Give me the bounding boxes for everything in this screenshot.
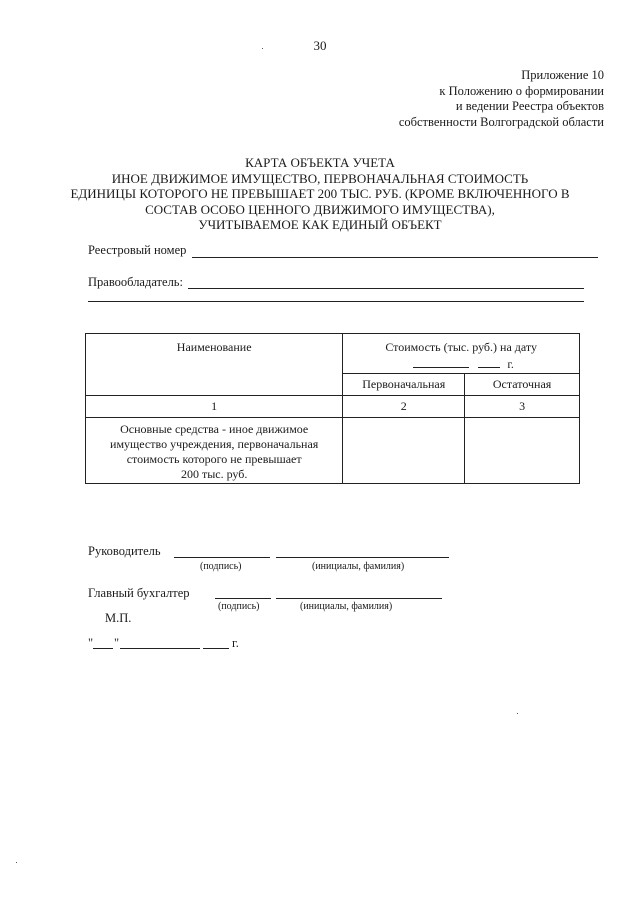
head-signature-line[interactable] bbox=[174, 557, 270, 558]
accountant-name-caption: (инициалы, фамилия) bbox=[300, 601, 393, 612]
row-name-line-3: стоимость которого не превышает bbox=[126, 452, 302, 466]
accountant-label: Главный бухгалтер bbox=[88, 586, 190, 600]
row-residual-cost-cell[interactable] bbox=[465, 418, 580, 484]
appendix-line-1: Приложение 10 bbox=[521, 68, 604, 82]
header-date-blank bbox=[343, 357, 579, 372]
registry-number-line[interactable] bbox=[192, 257, 598, 258]
appendix-line-3: и ведении Реестра объектов bbox=[455, 99, 604, 113]
scan-speck bbox=[262, 48, 263, 49]
date-month-line[interactable] bbox=[120, 648, 200, 649]
row-name-line-4: 200 тыс. руб. bbox=[180, 467, 248, 481]
title-line-3: ЕДИНИЦЫ КОТОРОГО НЕ ПРЕВЫШАЕТ 200 ТЫС. РУБ. (КРОМЕ ВКЛЮЧЕННОГО В bbox=[70, 186, 570, 201]
accountant-signature-line[interactable] bbox=[215, 598, 271, 599]
owner-line-continuation[interactable] bbox=[88, 301, 584, 302]
header-cost: Стоимость (тыс. руб.) на дату bbox=[385, 340, 537, 354]
head-label: Руководитель bbox=[88, 544, 161, 558]
scan-speck bbox=[517, 713, 518, 714]
row-name-cell bbox=[86, 418, 343, 484]
document-title bbox=[60, 155, 580, 233]
owner-line[interactable] bbox=[188, 288, 584, 289]
object-cost-table bbox=[85, 333, 580, 484]
stamp-place: М.П. bbox=[105, 611, 132, 625]
date-blank-year[interactable] bbox=[478, 357, 500, 368]
appendix-line-4: собственности Волгоградской области bbox=[398, 114, 604, 129]
subheader-residual: Остаточная bbox=[492, 377, 552, 391]
subheader-residual-cell bbox=[465, 374, 580, 396]
registry-number-label: Реестровый номер bbox=[88, 243, 187, 257]
page-number: 30 bbox=[313, 38, 327, 53]
header-cost-cell bbox=[343, 334, 580, 374]
appendix-line-2: к Положению о формировании bbox=[439, 83, 604, 98]
accountant-sign-caption: (подпись) bbox=[218, 601, 260, 612]
header-name: Наименование bbox=[176, 340, 252, 354]
accountant-name-line[interactable] bbox=[276, 598, 442, 599]
row-name-line-2: имущество учреждения, первоначальная bbox=[110, 437, 319, 451]
column-number-1: 1 bbox=[86, 396, 343, 418]
date-blank-day[interactable] bbox=[413, 357, 469, 368]
title-line-4: СОСТАВ ОСОБО ЦЕННОГО ДВИЖИМОГО ИМУЩЕСТВА), bbox=[145, 201, 495, 217]
column-number-3: 3 bbox=[465, 396, 580, 418]
title-line-1: КАРТА ОБЪЕКТА УЧЕТА bbox=[245, 155, 395, 170]
date-year-suffix: г. bbox=[232, 636, 239, 650]
date-quote-close: " bbox=[114, 636, 120, 650]
owner-label: Правообладатель: bbox=[88, 275, 183, 289]
title-line-5: УЧИТЫВАЕМОЕ КАК ЕДИНЫЙ ОБЪЕКТ bbox=[198, 217, 442, 232]
date-quote-open: " bbox=[88, 636, 94, 650]
subheader-initial: Первоначальная bbox=[362, 377, 446, 391]
date-year-line[interactable] bbox=[203, 648, 229, 649]
head-name-line[interactable] bbox=[276, 557, 449, 558]
scan-speck bbox=[16, 862, 17, 863]
column-number-2: 2 bbox=[343, 396, 465, 418]
header-name-cell bbox=[86, 334, 343, 396]
date-day-line[interactable] bbox=[93, 648, 113, 649]
subheader-initial-cell bbox=[343, 374, 465, 396]
appendix-reference bbox=[399, 68, 604, 130]
head-name-caption: (инициалы, фамилия) bbox=[312, 561, 405, 572]
row-initial-cost-cell[interactable] bbox=[343, 418, 465, 484]
row-name-line-1: Основные средства - иное движимое bbox=[120, 422, 309, 436]
head-sign-caption: (подпись) bbox=[200, 561, 242, 572]
date-suffix: г. bbox=[507, 357, 514, 371]
title-line-2: ИНОЕ ДВИЖИМОЕ ИМУЩЕСТВО, ПЕРВОНАЧАЛЬНАЯ СТОИМОСТЬ bbox=[111, 170, 529, 186]
